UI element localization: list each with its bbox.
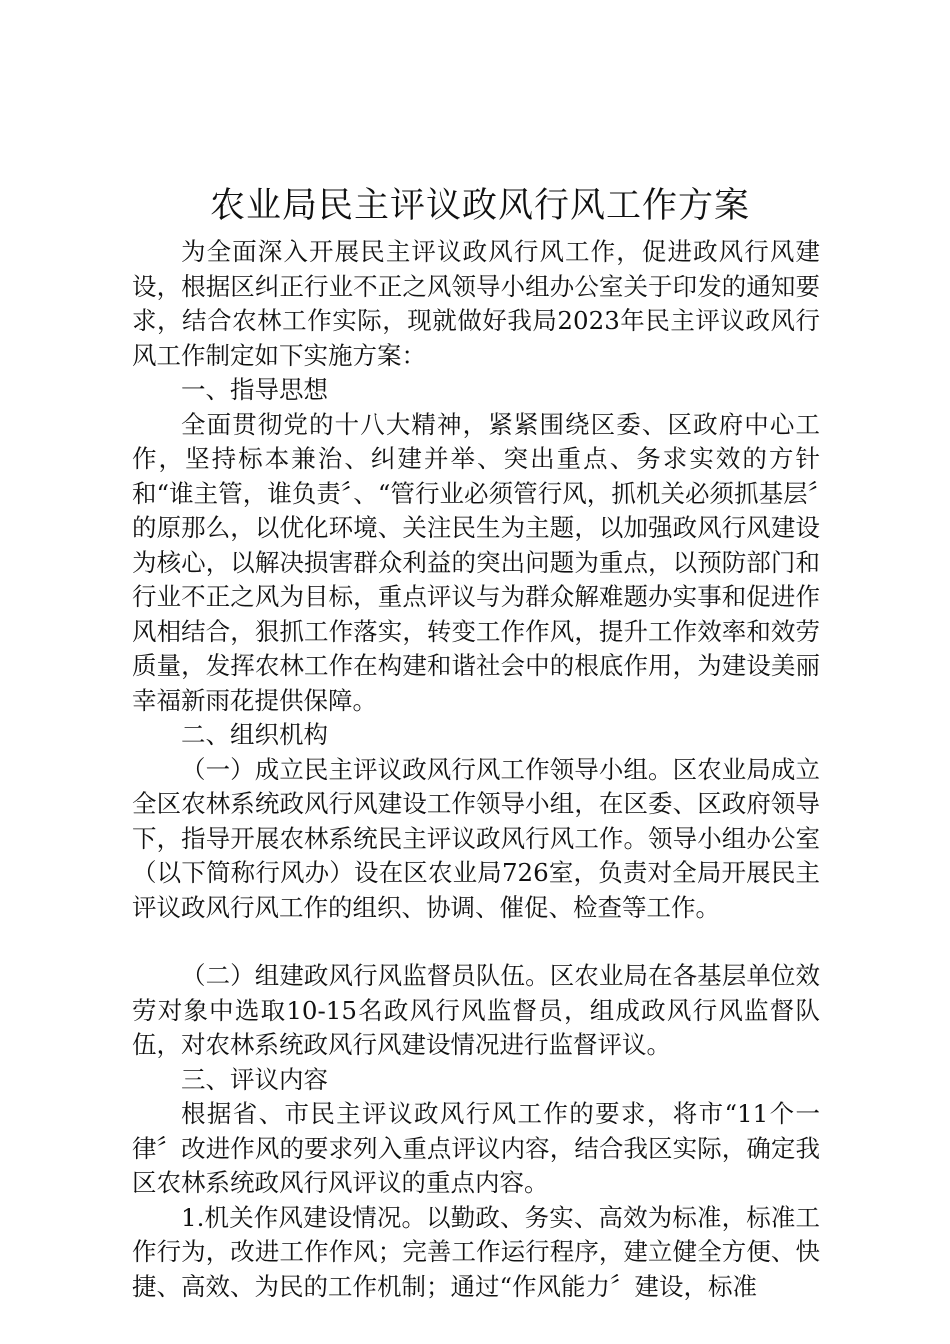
organization-item-supervisors: （二）组建政风行风监督员队伍。区农业局在各基层单位效劳对象中选取10-15名政风行风监督员，组成政风行风监督队伍，对农林系统政风行风建设情况进行监督评议。 [132, 961, 820, 1059]
document-body [132, 235, 820, 1304]
section-heading-guiding-ideology: 一、指导思想 [181, 375, 328, 404]
organization-item-leading-group: （一）成立民主评议政风行风工作领导小组。区农业局成立全区农林系统政风行风建设工作领导小组，在区委、区政府领导下，指导开展农林系统民主评议政风行风工作。领导小组办公室（以下简称行风办）设在区农业局726室，负责对全局开展民主评议政风行风工作的组织、协调、催促、检查等工作。 [132, 754, 820, 922]
review-content-item-1: 1.机关作风建设情况。以勤政、务实、高效为标准，标准工作行为，改进工作作风；完善工作运行程序，建立健全方便、快捷、高效、为民的工作机制；通过“作风能力〞建设，标准 [132, 1202, 820, 1301]
document-title: 农业局民主评议政风行风工作方案 [209, 186, 750, 226]
guiding-ideology-paragraph: 全面贯彻党的十八大精神，紧紧围绕区委、区政府中心工作，坚持标本兼治、纠建并举、突出重点、务求实效的方针和“谁主管，谁负责〞、“管行业必须管行风，抓机关必须抓基层〞的原那么，以优化环境、关注民生为主题，以加强政风行风建设为核心，以解决损害群众利益的突出问题为重点，以预防部门和行业不正之风为目标，重点评议与为群众解难题办实事和促进作风相结合，狠抓工作落实，转变工作作风，提升工作效率和效劳质量，发挥农林工作在构建和谐社会中的根底作用，为建设美丽幸福新雨花提供保障。 [132, 409, 820, 715]
section-heading-organization: 二、组织机构 [181, 720, 328, 749]
review-content-paragraph: 根据省、市民主评议政风行风工作的要求，将市“11个一律〞改进作风的要求列入重点评议内容，结合我区实际，确定我区农林系统政风行风评议的重点内容。 [132, 1099, 820, 1197]
paragraph-spacer [132, 925, 820, 959]
intro-paragraph: 为全面深入开展民主评议政风行风工作，促进政风行风建设，根据区纠正行业不正之风领导小组办公室关于印发的通知要求，结合农林工作实际，现就做好我局2023年民主评议政风行风工作制定如下实施方案： [132, 237, 820, 370]
section-heading-review-content: 三、评议内容 [181, 1064, 328, 1094]
